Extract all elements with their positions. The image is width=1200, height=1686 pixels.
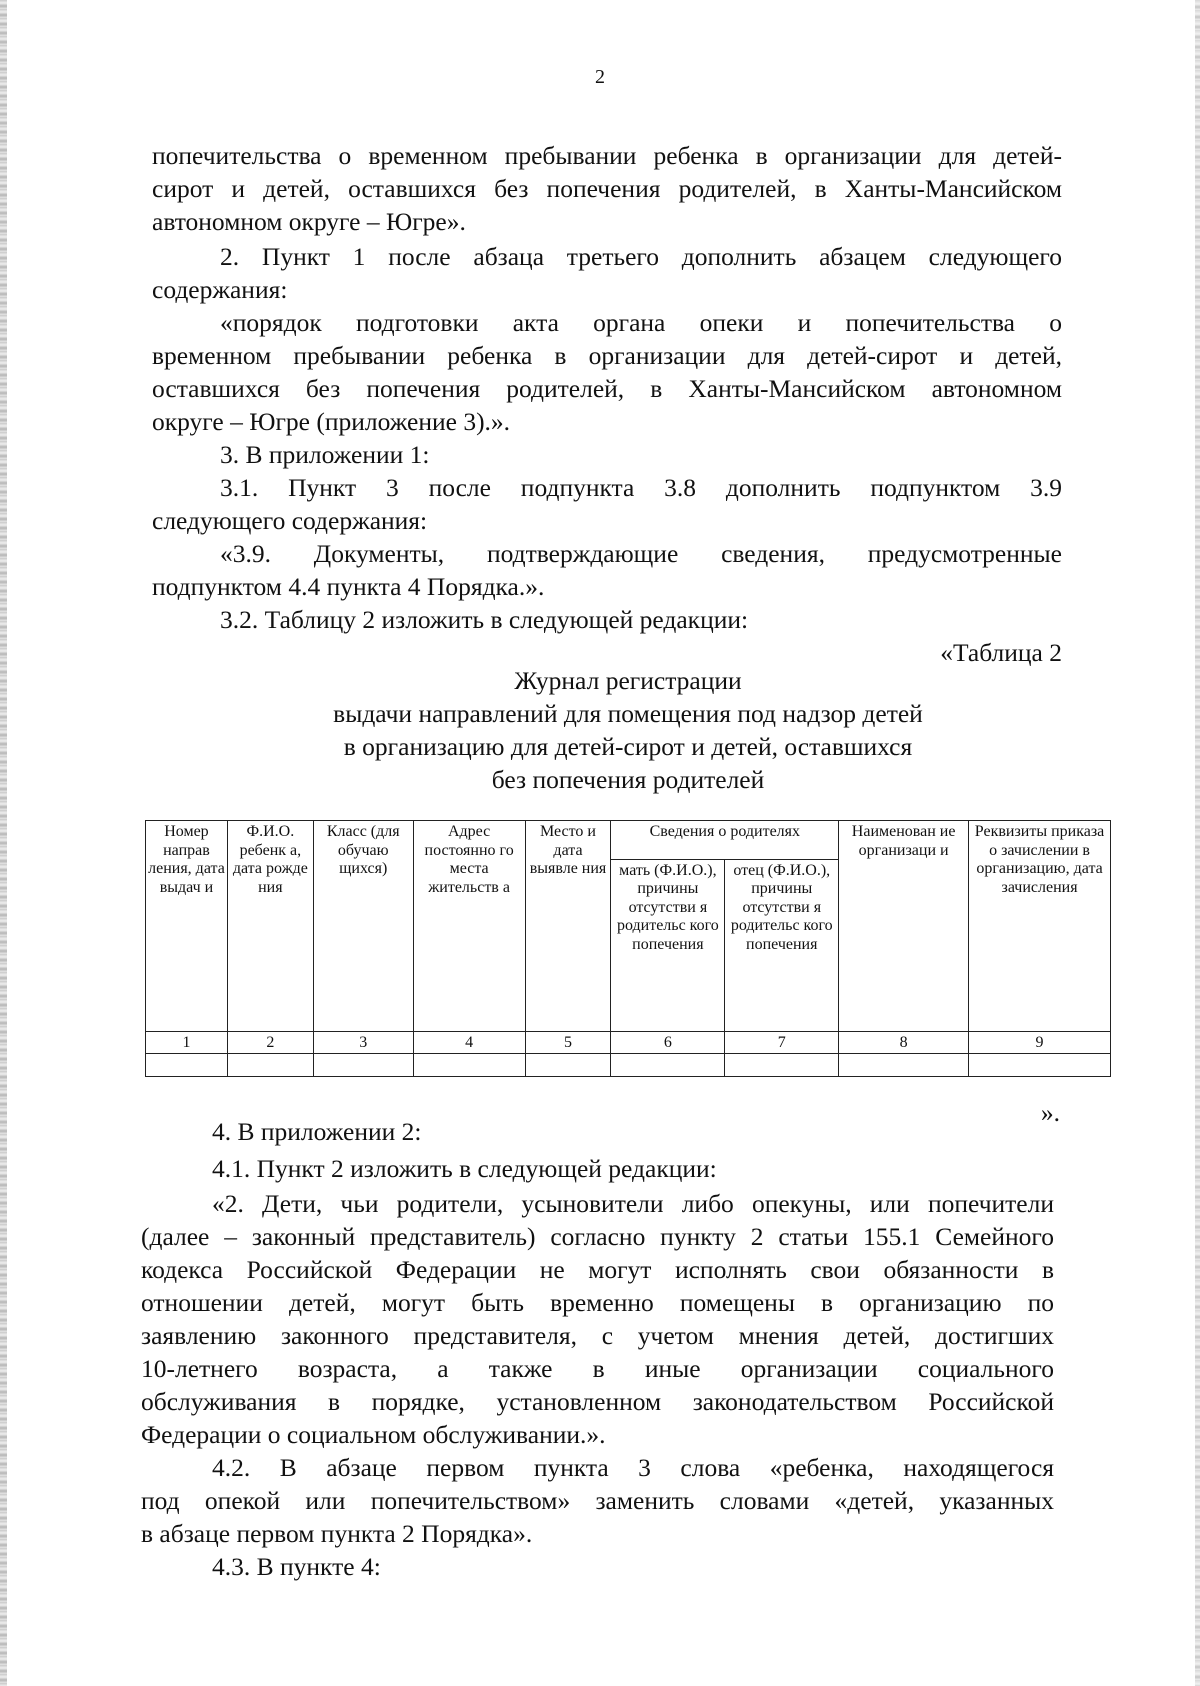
header-father: отец (Ф.И.О.), причины отсутстви я родительс кого попечения (725, 859, 839, 1031)
text-line: следующего содержания: (152, 506, 428, 535)
header-cell: Место и дата выявле ния (525, 821, 611, 1032)
text-line: попечительства о временном пребывании ребенка в организации для детей- (152, 141, 1062, 170)
text-line: содержания: (152, 275, 288, 304)
column-number: 1 (146, 1032, 228, 1054)
empty-cell (146, 1054, 228, 1077)
text-line: (далее – законный представитель) согласно пункту 2 статьи 155.1 Семейного (141, 1222, 1054, 1251)
title-line: без попечения родителей (491, 765, 765, 794)
text-line: обслуживания в порядке, установленном законодательством Российской (141, 1387, 1054, 1416)
header-cell: Адрес постоянно го места жительств а (413, 821, 525, 1032)
paragraph-item-3: 3. В приложении 1: (220, 440, 430, 469)
page-number: 2 (595, 66, 605, 88)
header-mother: мать (Ф.И.О.), причины отсутстви я родительс кого попечения (611, 859, 725, 1031)
empty-cell (969, 1054, 1111, 1077)
header-cell: Номер направ ления, дата выдач и (146, 821, 228, 1032)
empty-cell (725, 1054, 839, 1077)
journal-title (145, 664, 1111, 796)
journal-table (145, 820, 1111, 1077)
column-number: 3 (313, 1032, 413, 1054)
text-line: подпунктом 4.4 пункта 4 Порядка.». (152, 572, 545, 601)
paragraph-item-2: 2. Пункт 1 после абзаца третьего дополнить абзацем следующего (220, 242, 1062, 271)
paragraph-item-4-3: 4.3. В пункте 4: (212, 1552, 381, 1581)
header-cell: Наименован ие организаци и (839, 821, 969, 1032)
table-label: «Таблица 2 (940, 638, 1062, 667)
title-line: в организацию для детей-сирот и детей, оставшихся (343, 732, 913, 761)
header-cell: Ф.И.О. ребенк а, дата рожде ния (227, 821, 313, 1032)
header-cell: Класс (для обучаю щихся) (313, 821, 413, 1032)
empty-cell (313, 1054, 413, 1077)
column-number: 2 (227, 1032, 313, 1054)
column-number: 9 (969, 1032, 1111, 1054)
column-number: 4 (413, 1032, 525, 1054)
text-line: заявлению законного представителя, с учетом мнения детей, достигших (141, 1321, 1054, 1350)
paragraph-item-4-2: 4.2. В абзаце первом пункта 3 слова «ребенка, находящегося (212, 1453, 1054, 1482)
column-number: 8 (839, 1032, 969, 1054)
empty-cell (227, 1054, 313, 1077)
text-line: в абзаце первом пункта 2 Порядка». (141, 1519, 533, 1548)
table-header-row (146, 821, 1111, 860)
text-line: оставшихся без попечения родителей, в Ханты-Мансийском автономном (152, 374, 1062, 403)
header-cell: Реквизиты приказа о зачислении в организацию, дата зачисления (969, 821, 1111, 1032)
table-empty-row (146, 1054, 1111, 1077)
paragraph-quote-2: «2. Дети, чьи родители, усыновители либо опекуны, или попечители (212, 1189, 1054, 1218)
paragraph-item-4-2-cont: под опекой или попечительством» заменить словами «детей, указанных (141, 1486, 1054, 1515)
paragraph-quote-3-9: «3.9. Документы, подтверждающие сведения, предусмотренные (220, 539, 1062, 568)
column-number: 5 (525, 1032, 611, 1054)
empty-cell (413, 1054, 525, 1077)
scan-edge-left (0, 0, 7, 1686)
text-line: сирот и детей, оставшихся без попечения родителей, в Ханты-Мансийском (152, 174, 1062, 203)
paragraph-item-3-2: 3.2. Таблицу 2 изложить в следующей редакции: (220, 605, 749, 634)
table-column-numbers (146, 1032, 1111, 1054)
paragraph-quote-2-cont (141, 1220, 1054, 1418)
header-parents-group: Сведения о родителях (611, 821, 839, 860)
title-line: Журнал регистрации (514, 666, 742, 695)
paragraph-quote-order-cont (152, 339, 1062, 405)
column-number: 7 (725, 1032, 839, 1054)
paragraph-item-4-1: 4.1. Пункт 2 изложить в следующей редакции: (212, 1154, 717, 1183)
title-line: выдачи направлений для помещения под надзор детей (333, 699, 923, 728)
table-close-quote: ». (1040, 1098, 1060, 1127)
paragraph-continuation (152, 139, 1062, 205)
paragraph-item-3-1: 3.1. Пункт 3 после подпункта 3.8 дополнить подпунктом 3.9 (220, 473, 1062, 502)
paragraph-quote-order: «порядок подготовки акта органа опеки и попечительства о (220, 308, 1062, 337)
text-line: округе – Югре (приложение 3).». (152, 407, 511, 436)
scan-edge-right (1195, 0, 1200, 1686)
paragraph-item-4: 4. В приложении 2: (212, 1117, 422, 1146)
empty-cell (525, 1054, 611, 1077)
column-number: 6 (611, 1032, 725, 1054)
text-line: автономном округе – Югре». (152, 207, 466, 236)
empty-cell (611, 1054, 725, 1077)
text-line: отношении детей, могут быть временно помещены в организацию по (141, 1288, 1054, 1317)
text-line: Федерации о социальном обслуживании.». (141, 1420, 606, 1449)
empty-cell (839, 1054, 969, 1077)
text-line: кодекса Российской Федерации не могут исполнять свои обязанности в (141, 1255, 1054, 1284)
text-line: 10-летнего возраста, а также в иные организации социального (141, 1354, 1054, 1383)
text-line: временном пребывании ребенка в организации для детей-сирот и детей, (152, 341, 1062, 370)
